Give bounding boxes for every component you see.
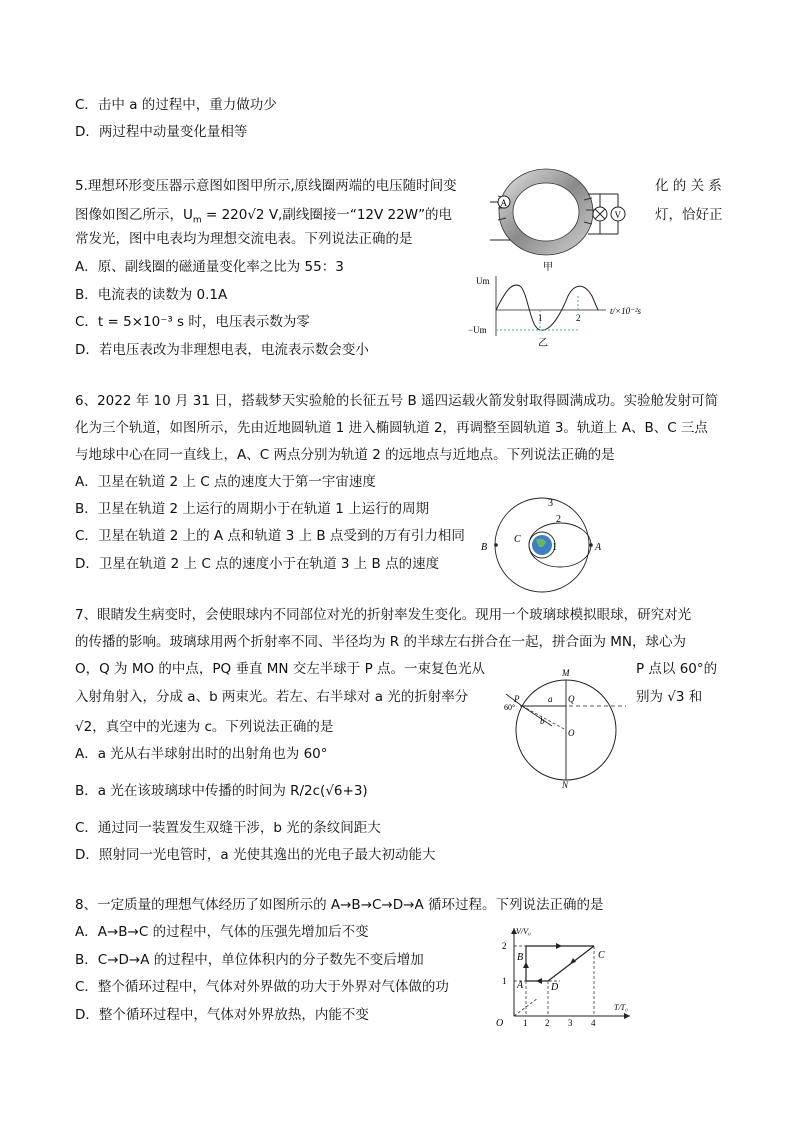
q7-stem-line3: O，Q 为 MO 的中点，PQ 垂直 MN 交左半球于 P 点。一束复色光从 — [75, 661, 486, 677]
q5-um-top-label: Um — [476, 276, 490, 286]
q5-stem-line2-tail: 灯，恰好正 — [655, 207, 723, 223]
q6-option-a: A．卫星在轨道 2 上 C 点的速度大于第一宇宙速度 — [75, 474, 376, 490]
q8-option-a: A．A→B→C 的过程中，气体的压强先增加后不变 — [75, 924, 369, 940]
x-tick-3: 3 — [568, 1018, 573, 1028]
state-d-label: D — [551, 982, 559, 993]
q5-transformer-figure — [488, 168, 648, 276]
q5-fig2-caption: 乙 — [538, 338, 548, 349]
q5-um-label: 图像如图乙所示，U — [75, 207, 193, 223]
q6-option-b: B．卫星在轨道 2 上运行的周期小于在轨道 1 上运行的周期 — [75, 501, 430, 517]
origin-label: O — [496, 1018, 504, 1028]
q7-option-c: C．通过同一装置发生双缝干涉，b 光的条纹间距大 — [75, 820, 381, 836]
q6-option-c: C．卫星在轨道 2 上的 A 点和轨道 3 上 B 点受到的万有引力相同 — [75, 528, 465, 544]
q4-option-d: D．两过程中动量变化量相等 — [75, 124, 248, 140]
q7-sphere-figure — [500, 664, 634, 790]
q5-stem-line3: 常发光，图中电表均为理想交流电表。下列说法正确的是 — [75, 231, 413, 247]
q6-stem-line3: 与地球中心在同一直线上，A、C 两点分别为轨道 2 的远地点与近地点。下列说法正确的是 — [75, 447, 615, 463]
orbit-1-label: 1 — [552, 542, 557, 553]
x-tick-4: 4 — [591, 1018, 596, 1028]
point-n-label: N — [562, 780, 569, 790]
q5-ammeter-label: A — [500, 198, 507, 208]
q5-stem-line2 — [75, 206, 452, 230]
point-c-label: C — [514, 534, 521, 545]
q7-stem-line3-tail: P 点以 60°的 — [636, 661, 718, 677]
q5-stem-line1: 5.理想环形变压器示意图如图甲所示,原线圈两端的电压随时间变 — [75, 178, 457, 194]
x-tick-1: 1 — [523, 1018, 528, 1028]
q7-option-a: A．a 光从右半球射出时的出射角也为 60° — [75, 746, 328, 762]
x-tick-2: 2 — [545, 1018, 550, 1028]
y-axis-label: V/V₀ — [516, 927, 531, 936]
ray-a-label: a — [548, 694, 553, 704]
state-a-label: A — [517, 980, 524, 991]
y-tick-1: 1 — [502, 976, 507, 986]
q8-vt-graph — [490, 922, 640, 1028]
q4-option-c: C．击中 a 的过程中，重力做功少 — [75, 97, 277, 113]
point-o-label: O — [568, 728, 575, 738]
q8-option-b: B．C→D→A 的过程中，单位体积内的分子数先不变后增加 — [75, 952, 424, 968]
q8-stem: 8、一定质量的理想气体经历了如图所示的 A→B→C→D→A 循环过程。下列说法正确的是 — [75, 897, 604, 913]
q5-voltmeter-label: V — [614, 210, 621, 220]
orbit-3-label: 3 — [548, 498, 553, 509]
q6-option-d: D．卫星在轨道 2 上 C 点的速度小于在轨道 3 上 B 点的速度 — [75, 556, 440, 572]
state-c-label: C — [598, 950, 605, 961]
q5-stem-line1-tail: 化 的 关 系 — [655, 178, 722, 194]
q7-option-b: B．a 光在该玻璃球中传播的时间为 R/2c(√6+3) — [75, 783, 368, 799]
q7-stem-line4-tail: 别为 √3 和 — [636, 689, 703, 705]
q6-stem-line2: 化为三个轨道，如图所示，先由近地圆轨道 1 进入椭圆轨道 2，再调整至圆轨道 3。轨道上 A、B、C 三点 — [75, 420, 708, 436]
x-axis-label: T/T₀ — [614, 1003, 628, 1012]
q5-option-a: A．原、副线圈的磁通量变化率之比为 55：3 — [75, 259, 344, 275]
point-p-label: P — [514, 694, 520, 704]
q5-option-b: B．电流表的读数为 0.1A — [75, 287, 228, 303]
ray-b-label: b — [540, 716, 545, 726]
point-m-label: M — [562, 668, 570, 678]
point-b-label: B — [481, 542, 488, 553]
q5-um-bottom-label: −Um — [468, 325, 487, 335]
incidence-angle-label: 60° — [504, 703, 516, 712]
point-a-label: A — [595, 542, 602, 553]
state-b-label: B — [517, 952, 524, 963]
q7-option-d: D．照射同一光电管时，a 光使其逸出的光电子最大初动能大 — [75, 847, 436, 863]
q5-um-value: = 220√2 V,副线圈接一“12V 22W”的电 — [201, 207, 453, 223]
orbit-2-label: 2 — [556, 514, 561, 525]
q6-stem-line1: 6、2022 年 10 月 31 日，搭载梦天实验舱的长征五号 B 遥四运载火箭发射取得圆满成功。实验舱发射可简 — [75, 393, 719, 409]
q8-option-d: D．整个循环过程中，气体对外界放热，内能不变 — [75, 1007, 369, 1023]
q5-x-tick-1: 1 — [538, 313, 543, 323]
q6-orbit-figure — [478, 494, 612, 594]
q5-option-d: D．若电压表改为非理想电表，电流表示数会变小 — [75, 342, 369, 358]
q5-um-sub: m — [192, 215, 202, 226]
q5-fig1-caption: 甲 — [543, 262, 553, 273]
q8-option-c: C．整个循环过程中，气体对外界做的功大于外界对气体做的功 — [75, 979, 449, 995]
q7-stem-line1: 7、眼睛发生病变时，会使眼球内不同部位对光的折射率发生变化。现用一个玻璃球模拟眼球，研究对光 — [75, 607, 692, 623]
q5-x-unit: t/×10⁻²s — [610, 306, 642, 316]
point-q-label: Q — [568, 694, 575, 704]
q7-stem-line2: 的传播的影响。玻璃球用两个折射率不同、半径均为 R 的半球左右拼合在一起，拼合面为 MN，球心为 — [75, 634, 686, 650]
q5-x-tick-2: 2 — [576, 313, 581, 323]
y-tick-2: 2 — [502, 941, 507, 951]
q7-stem-line4: 入射角射入，分成 a、b 两束光。若左、右半球对 a 光的折射率分 — [75, 689, 469, 705]
q5-voltage-graph — [468, 276, 668, 350]
q7-stem-line5: √2，真空中的光速为 c。下列说法正确的是 — [75, 719, 334, 735]
q5-option-c: C．t = 5×10⁻³ s 时，电压表示数为零 — [75, 314, 310, 330]
